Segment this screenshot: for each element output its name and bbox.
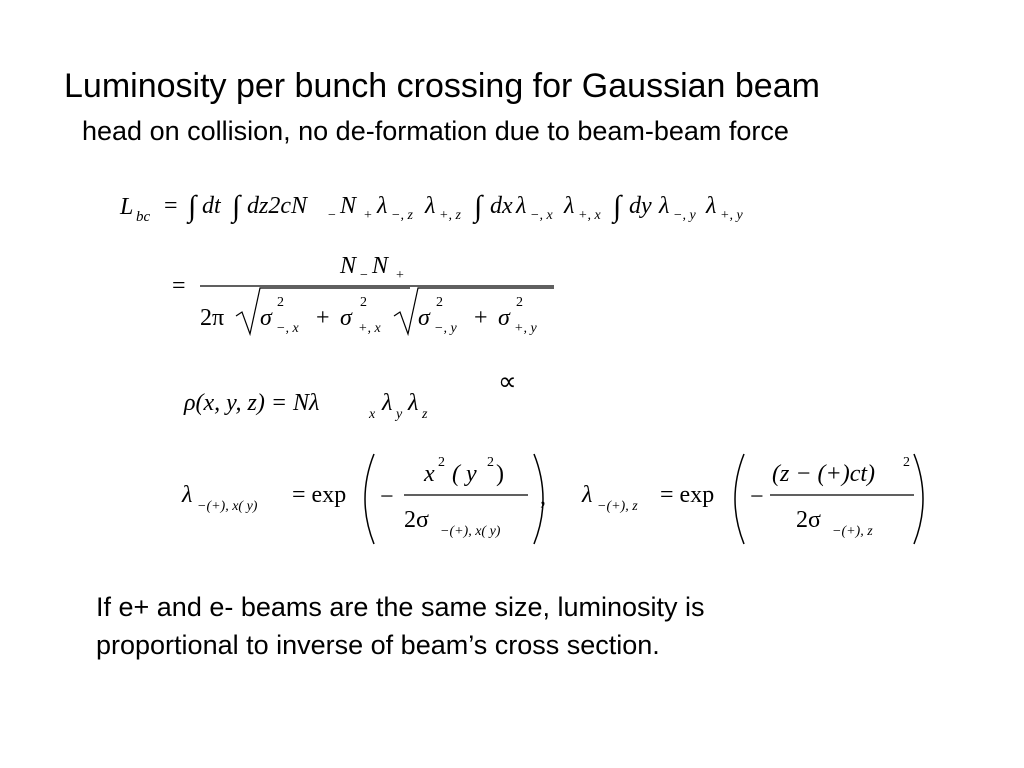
n-minus-sub: −: [328, 208, 336, 223]
plus-sign: +: [474, 305, 488, 331]
sigma-symbol: σ: [498, 305, 510, 331]
rho-lhs: ρ(x, y, z) = Nλ: [184, 390, 320, 416]
lambda-symbol: λ: [564, 193, 575, 219]
sigma-symbol: σ: [260, 305, 272, 331]
conclusion-text: [96, 588, 916, 664]
square-exponent: 2: [436, 295, 443, 310]
lambda-sub-xy: −(+), x( y): [197, 499, 258, 514]
dz2cn-term: dz2cN: [247, 193, 307, 219]
conclusion-line-1: If e+ and e- beams are the same size, luminosity is: [96, 592, 705, 622]
denominator-2sigma: 2σ: [404, 507, 429, 533]
sigma-sub-my: −, y: [434, 321, 457, 336]
lambda-symbol: λ: [659, 193, 670, 219]
lambda-symbol: λ: [425, 193, 436, 219]
lambda-sub-py: +, y: [720, 208, 743, 223]
equals-sign: =: [172, 273, 186, 299]
close-paren: ): [496, 461, 504, 487]
equals-sign: =: [164, 193, 178, 219]
lambda-symbol: λ: [582, 482, 593, 508]
sigma-sub-py: +, y: [514, 321, 537, 336]
two-pi: 2π: [200, 305, 225, 331]
denominator-2sigma: 2σ: [796, 507, 821, 533]
integral-sign: ∫: [613, 190, 622, 223]
lambda-sub-mx: −, x: [530, 208, 553, 223]
slide-subtitle: head on collision, no de-formation due to beam-beam force: [82, 116, 789, 146]
luminosity-fraction-equation: [172, 253, 554, 336]
lambda-symbol: λ: [516, 193, 527, 219]
sigma-symbol: σ: [340, 305, 352, 331]
slide-title: Luminosity per bunch crossing for Gaussian beam: [64, 67, 820, 105]
integral-sign: ∫: [474, 190, 483, 223]
n-plus-sub: +: [364, 208, 372, 223]
left-paren: [735, 454, 744, 544]
gaussian-lambda-equations: [181, 454, 923, 544]
integral-sign: ∫: [232, 190, 241, 223]
lambda-sub-z: −(+), z: [597, 499, 638, 514]
lambda-sub-px: +, x: [578, 208, 601, 223]
sigma-symbol: σ: [418, 305, 430, 331]
lambda-symbol: λ: [182, 482, 193, 508]
sigma-sub-mx: −, x: [276, 321, 299, 336]
proportional-symbol: ∝: [498, 367, 517, 396]
n-plus-symbol: N: [340, 193, 357, 219]
lambda-sub-z: z: [422, 407, 428, 422]
numerator-x: x: [424, 461, 435, 487]
lambda-sub-mz: −, z: [391, 208, 413, 223]
comma: ,: [540, 484, 546, 510]
plus-sign: +: [316, 305, 330, 331]
denominator-sub-z: −(+), z: [832, 524, 873, 539]
minus-sign: −: [380, 484, 394, 510]
denominator-sub-xy: −(+), x( y): [440, 524, 501, 539]
numerator-plus-sub: +: [396, 268, 404, 283]
lambda-symbol: λ: [382, 390, 393, 416]
left-paren: [365, 454, 374, 544]
square-exponent: 2: [277, 295, 284, 310]
sigma-sub-px: +, x: [358, 321, 381, 336]
equals-exp: = exp: [292, 482, 347, 508]
numerator-n-minus: N: [340, 253, 357, 279]
lambda-symbol: λ: [377, 193, 388, 219]
lbc-symbol: L: [120, 194, 134, 220]
lambda-symbol: λ: [706, 193, 717, 219]
dx-term: dx: [490, 193, 513, 219]
square-exponent: 2: [438, 455, 445, 470]
lambda-symbol: λ: [408, 390, 419, 416]
lambda-sub-my: −, y: [673, 208, 696, 223]
density-equation: [183, 390, 428, 422]
luminosity-integral-equation: [119, 190, 743, 225]
square-exponent: 2: [360, 295, 367, 310]
integral-sign: ∫: [188, 190, 197, 223]
numerator-n-plus: N: [372, 253, 389, 279]
numerator-minus-sub: −: [360, 268, 368, 283]
lbc-subscript: bc: [136, 209, 151, 225]
lambda-sub-pz: +, z: [439, 208, 461, 223]
lambda-sub-y: y: [396, 407, 403, 422]
numerator-z: (z − (+)ct): [772, 461, 876, 487]
right-paren: [914, 454, 923, 544]
square-exponent: 2: [516, 295, 523, 310]
lambda-sub-x: x: [369, 407, 376, 422]
square-exponent: 2: [487, 455, 494, 470]
square-exponent: 2: [903, 455, 910, 470]
conclusion-line-2: proportional to inverse of beam’s cross section.: [96, 630, 660, 660]
dt-term: dt: [202, 193, 221, 219]
numerator-y: ( y: [452, 461, 477, 487]
dy-term: dy: [629, 193, 652, 219]
minus-sign: −: [750, 484, 764, 510]
equals-exp: = exp: [660, 482, 715, 508]
